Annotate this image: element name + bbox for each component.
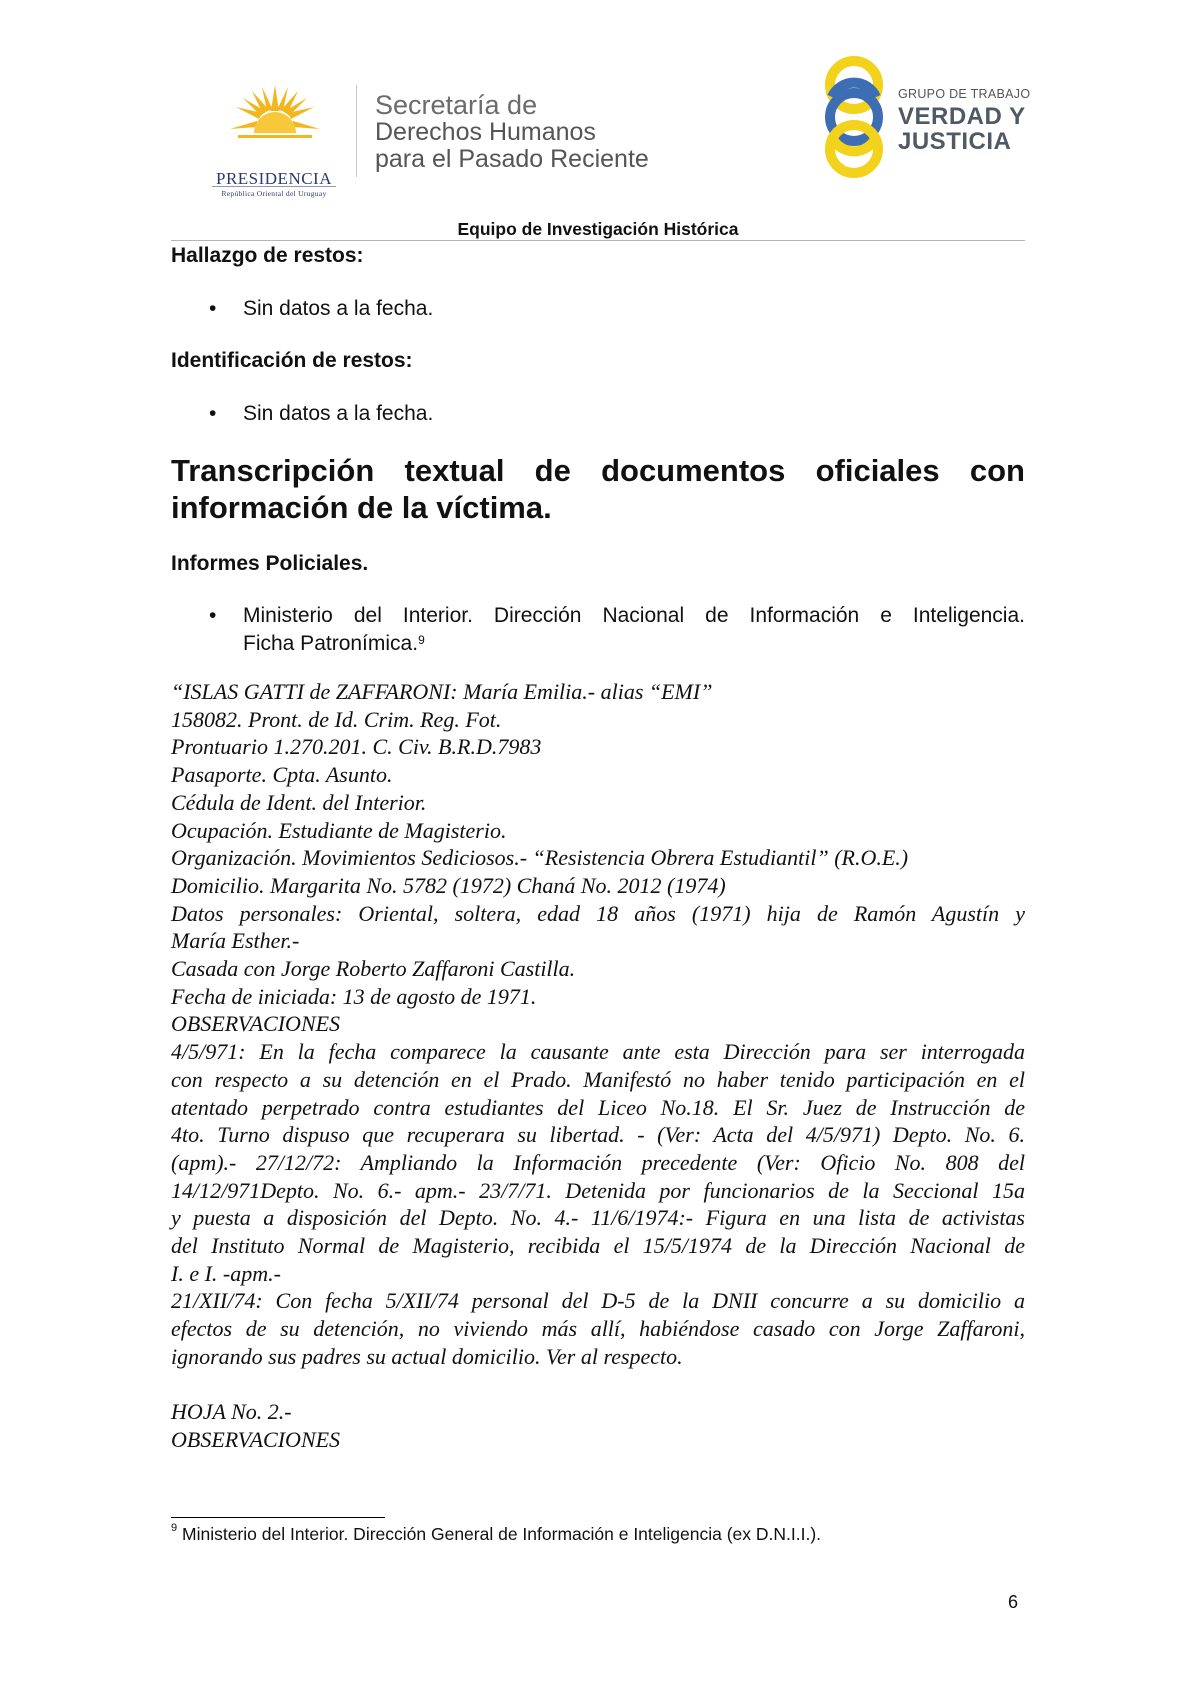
bullet-icon: • — [209, 297, 217, 320]
section-title-line-1: Transcripción textual de documentos oficiales con — [171, 453, 1025, 488]
transcript-line: ignorando sus padres su actual domicilio. Ver al respecto. — [171, 1343, 683, 1369]
identificacion-bullet: Sin datos a la fecha. — [243, 402, 434, 425]
transcript-line: Domicilio. Margarita No. 5782 (1972) Chaná No. 2012 (1974) — [171, 872, 726, 898]
footnote-number: 9 — [171, 1522, 178, 1534]
transcript-line: Fecha de iniciada: 13 de agosto de 1971. — [171, 983, 537, 1009]
transcript-line: Ocupación. Estudiante de Magisterio. — [171, 817, 507, 843]
transcript-line: Prontuario 1.270.201. C. Civ. B.R.D.7983 — [171, 734, 542, 760]
footnote-rule — [171, 1517, 385, 1518]
footnote-ref[interactable]: 9 — [418, 633, 425, 647]
transcript-line: OBSERVACIONES — [171, 1011, 341, 1037]
transcript-line: 21/XII/74: Con fecha 5/XII/74 personal del D-5 de la DNII concurre a su domicilio a — [171, 1288, 1025, 1314]
uruguay-sun-icon — [230, 81, 320, 149]
secretaria-logo — [375, 91, 649, 173]
bullet-icon: • — [209, 604, 217, 627]
bullet-icon: • — [209, 402, 217, 425]
transcript-line: efectos de su detención, no viviendo más allí, habiéndose casado con Jorge Zaffaroni, — [171, 1316, 1025, 1342]
transcript-gap — [171, 1371, 1025, 1399]
presidencia-name: PRESIDENCIA — [215, 169, 332, 188]
transcript-line: Datos personales: Oriental, soltera, edad 18 años (1971) hija de Ramón Agustín y — [171, 900, 1025, 926]
transcript-line: 158082. Pront. de Id. Crim. Reg. Fot. — [171, 706, 502, 732]
presidencia-logo — [198, 81, 358, 211]
secretaria-line-2: Derechos Humanos — [375, 118, 596, 146]
hallazgo-heading: Hallazgo de restos: — [171, 244, 364, 267]
transcript-line: atentado perpetrado contra estudiantes del Liceo No.18. El Sr. Juez de Instrucción de — [171, 1094, 1025, 1120]
team-title: Equipo de Investigación Histórica — [457, 219, 739, 239]
transcript-line: Organización. Movimientos Sediciosos.- “Resistencia Obrera Estudiantil” (R.O.E.) — [171, 845, 909, 871]
transcript-line: (apm).- 27/12/72: Ampliando la Información precedente (Ver: Oficio No. 808 del — [171, 1149, 1025, 1175]
transcript-line: Cédula de Ident. del Interior. — [171, 789, 427, 815]
header-rule — [171, 240, 1025, 241]
verdad-label: VERDAD Y — [898, 103, 1026, 130]
interlocked-rings-icon — [818, 55, 890, 179]
identificacion-heading: Identificación de restos: — [171, 349, 413, 372]
transcript-line: Pasaporte. Cpta. Asunto. — [171, 762, 393, 788]
transcript-line: 4to. Turno dispuso que recuperara su libertad. - (Ver: Acta del 4/5/971) Depto. No. 6. — [171, 1122, 1025, 1148]
footnote — [171, 1524, 821, 1545]
page-number: 6 — [1008, 1592, 1019, 1612]
transcript-line: Casada con Jorge Roberto Zaffaroni Castilla. — [171, 956, 576, 982]
transcript-line: 14/12/971Depto. No. 6.- apm.- 23/7/71. Detenida por funcionarios de la Seccional 15a — [171, 1177, 1025, 1203]
hallazgo-bullet: Sin datos a la fecha. — [243, 297, 434, 320]
transcript-line: 4/5/971: En la fecha comparece la causante ante esta Dirección para ser interrogada — [171, 1039, 1025, 1065]
secretaria-line-3: para el Pasado Reciente — [375, 145, 649, 173]
transcript-line: con respecto a su detención en el Prado. Manifestó no haber tenido participación en el — [171, 1066, 1025, 1092]
footnote-text: Ministerio del Interior. Dirección General de Información e Inteligencia (ex D.N.I.I.). — [182, 1524, 822, 1544]
transcript-line: “ISLAS GATTI de ZAFFARONI: María Emilia.- alias “EMI” — [171, 679, 713, 704]
informes-bullet — [243, 602, 1025, 658]
section-title — [171, 452, 1025, 526]
justicia-label: JUSTICIA — [898, 128, 1012, 155]
transcript-line: OBSERVACIONES — [171, 1426, 341, 1452]
logo-divider — [356, 85, 357, 177]
grupo-trabajo-label: GRUPO DE TRABAJO — [898, 87, 1031, 101]
secretaria-line-1: Secretaría de — [375, 90, 538, 120]
informes-heading: Informes Policiales. — [171, 552, 369, 575]
transcript-block — [171, 678, 1025, 1454]
informes-bullet-line-2: Ficha Patronímica. — [243, 632, 419, 655]
verdad-justicia-logo — [818, 55, 1048, 180]
transcript-line: del Instituto Normal de Magisterio, recibida el 15/5/1974 de la Dirección Nacional de — [171, 1233, 1025, 1259]
presidencia-subtitle: República Oriental del Uruguay — [221, 189, 327, 198]
transcript-line: HOJA No. 2.- — [171, 1399, 292, 1425]
page-header — [0, 55, 1190, 198]
section-title-line-2: información de la víctima. — [171, 490, 552, 525]
informes-bullet-line-1: Ministerio del Interior. Dirección Nacional de Información e Inteligencia. — [243, 604, 1025, 627]
transcript-line: I. e I. -apm.- — [171, 1260, 281, 1286]
transcript-line: María Esther.- — [171, 928, 300, 954]
transcript-line: y puesta a disposición del Depto. No. 4.- 11/6/1974:- Figura en una lista de activistas — [171, 1205, 1025, 1231]
